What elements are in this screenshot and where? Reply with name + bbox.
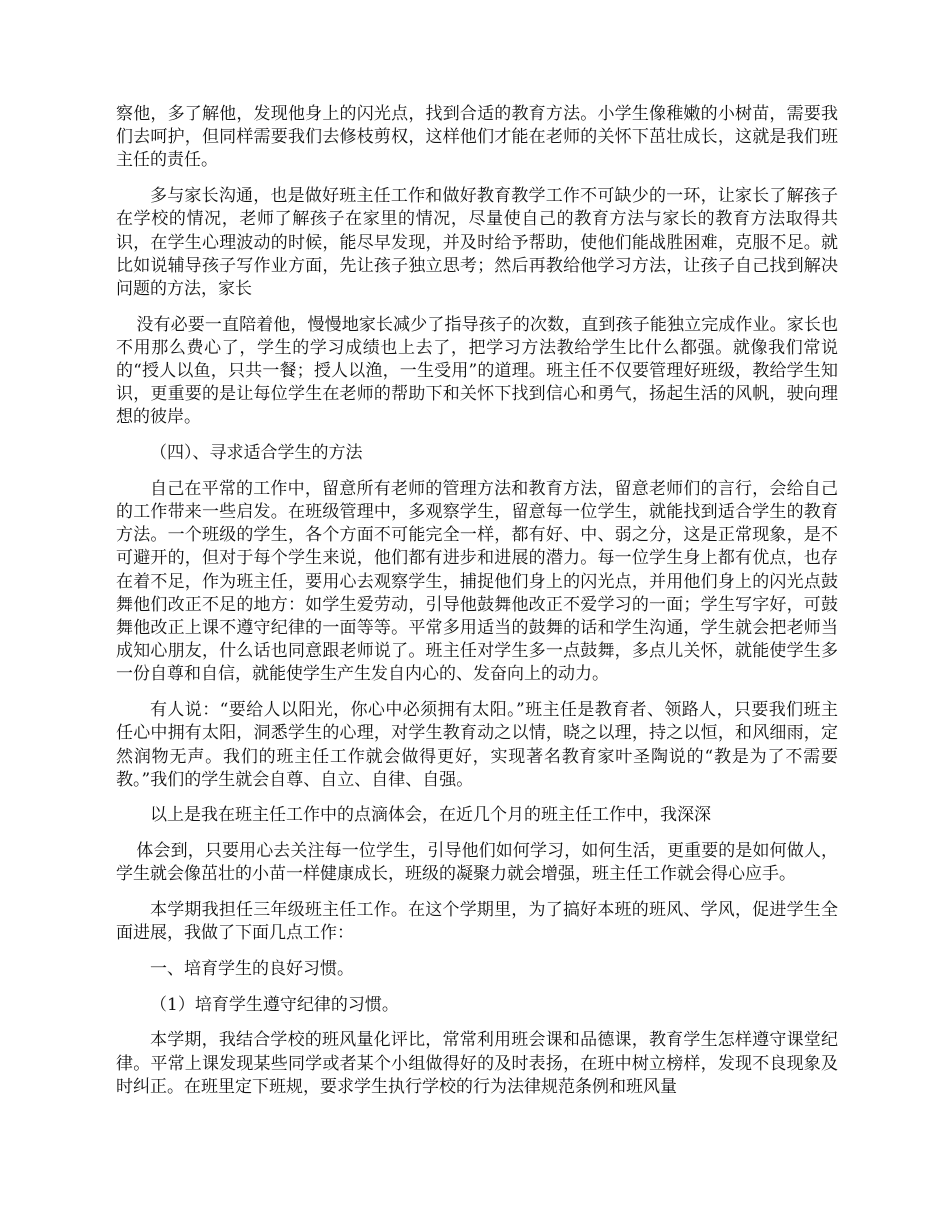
paragraph-7: 体会到，只要用心去关注每一位学生，引导他们如何学习，如何生活，更重要的是如何做人，学生就会像茁壮的小苗一样健康成长，班级的凝聚力就会增强，班主任工作就会得心应手。 — [116, 841, 838, 885]
paragraph-5: 有人说：“要给人以阳光，你心中必须拥有太阳。”班主任是教育者、领路人，只要我们班主任心中拥有太阳，洞悉学生的心理，对学生教育动之以情，晓之以理，持之以恒，和风细雨，定然润物无声。我们的班主任工作就会做得更好，实现著名教育家叶圣陶说的“教是为了不需要教。”我们的学生就会自尊、自立、自律、自强。 — [116, 700, 838, 790]
list-heading-1: 一、培育学生的良好习惯。 — [150, 959, 354, 979]
paragraph-9: 本学期，我结合学校的班风量化评比，常常利用班会课和品德课，教育学生怎样遵守课堂纪律。平常上课发现某些同学或者某个小组做得好的及时表扬，在班中树立榜样，发现不良现象及时纠正。在班里定下班规，要求学生执行学校的行为法律规范条例和班风量 — [116, 1030, 838, 1097]
paragraph-1: 察他，多了解他，发现他身上的闪光点，找到合适的教育方法。小学生像稚嫩的小树苗，需要我们去呵护，但同样需要我们去修枝剪权，这样他们才能在老师的关怀下茁壮成长，这就是我们班主任的责任。 — [116, 104, 838, 171]
paragraph-4: 自己在平常的工作中，留意所有老师的管理方法和教育方法，留意老师们的言行，会给自己的工作带来一些启发。在班级管理中，多观察学生，留意每一位学生，就能找到适合学生的教育方法。一个班级的学生，各个方面不可能完全一样，都有好、中、弱之分，这是正常现象，是不可避开的，但对于每个学生来说，他们都有进步和进展的潜力。每一位学生身上都有优点，也存在着不足，作为班主任，要用心去观察学生，捕捉他们身上的闪光点，并用他们身上的闪光点鼓舞他们改正不足的地方：如学生爱劳动，引导他鼓舞他改正不爱学习的一面；学生写字好，可鼓舞他改正上课不遵守纪律的一面等等。平常多用适当的鼓舞的话和学生沟通，学生就会把老师当成知心朋友，什么话也同意跟老师说了。班主任对学生多一点鼓舞，多点儿关怀，就能使学生多一份自尊和自信，就能使学生产生发自内心的、发奋向上的动力。 — [116, 478, 838, 685]
document-page — [116, 103, 838, 1112]
paragraph-3: 没有必要一直陪着他，慢慢地家长减少了指导孩子的次数，直到孩子能独立完成作业。家长也不用那么费心了，学生的学习成绩也上去了，把学习方法教给学生比什么都强。就像我们常说的“授人以鱼，只共一餐；授人以渔，一生受用”的道理。班主任不仅要管理好班级，教给学生知识，更重要的是让每位学生在老师的帮助下和关怀下找到信心和勇气，扬起生活的风帆，驶向理想的彼岸。 — [116, 314, 838, 428]
paragraph-6: 以上是我在班主任工作中的点滴体会，在近几个月的班主任工作中，我深深 — [150, 805, 711, 826]
paragraph-8: 本学期我担任三年级班主任工作。在这个学期里，为了搞好本班的班风、学风，促进学生全面进展，我做了下面几点工作： — [116, 900, 838, 944]
sub-heading-1: （1）培育学生遵守纪律的习惯。 — [150, 994, 399, 1015]
section-heading: （四）、寻求适合学生的方法 — [150, 443, 363, 464]
paragraph-2: 多与家长沟通，也是做好班主任工作和做好教育教学工作不可缺少的一环，让家长了解孩子在学校的情况，老师了解孩子在家里的情况，尽量使自己的教育方法与家长的教育方法取得共识，在学生心理波动的时候，能尽早发现，并及时给予帮助，使他们能战胜困难，克服不足。就比如说辅导孩子写作业方面，先让孩子独立思考；然后再教给他学习方法，让孩子自己找到解决问题的方法，家长 — [116, 186, 838, 299]
